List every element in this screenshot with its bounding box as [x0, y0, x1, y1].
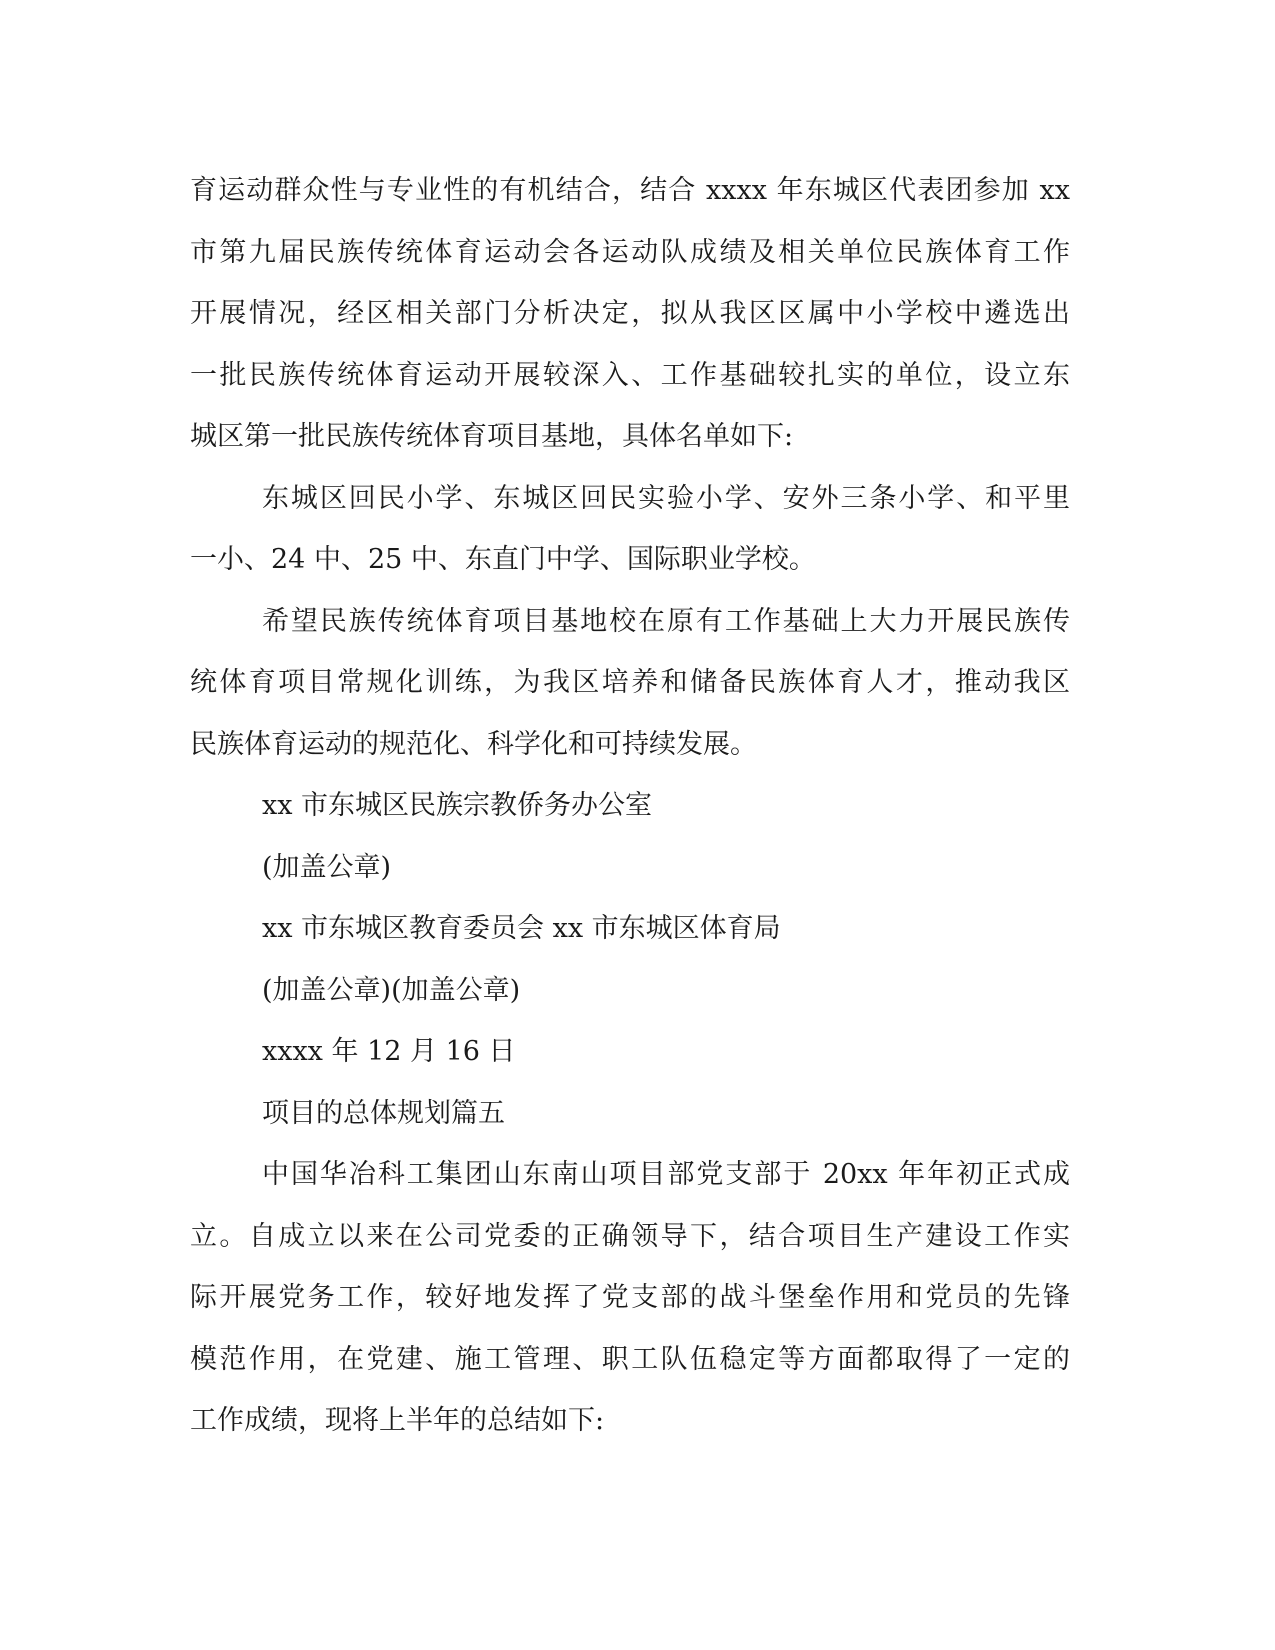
text-line: 民族体育运动的规范化、科学化和可持续发展。 — [190, 728, 757, 760]
text-line: 统体育项目常规化训练，为我区培养和储备民族体育人才，推动我区 — [190, 667, 1070, 698]
seal-note: (加盖公章) — [262, 851, 392, 883]
document-body — [190, 160, 1070, 1452]
text-line: 立。自成立以来在公司党委的正确领导下，结合项目生产建设工作实 — [190, 1220, 1070, 1252]
text-line: 中国华冶科工集团山东南山项目部党支部于 20xx 年年初正式成 — [262, 1159, 1070, 1190]
text-line: 际开展党务工作，较好地发挥了党支部的战斗堡垒作用和党员的先锋 — [190, 1282, 1070, 1313]
text-line: 育运动群众性与专业性的有机结合，结合 xxxx 年东城区代表团参加 xx — [190, 175, 1070, 206]
text-line: 城区第一批民族传统体育项目基地，具体名单如下: — [190, 421, 794, 452]
text-line: 开展情况，经区相关部门分析决定，拟从我区区属中小学校中遴选出 — [190, 298, 1070, 329]
text-line: 模范作用，在党建、施工管理、职工队伍稳定等方面都取得了一定的 — [190, 1343, 1070, 1375]
signature-org: xx 市东城区民族宗教侨务办公室 — [262, 790, 653, 821]
text-line: 市第九届民族传统体育运动会各运动队成绩及相关单位民族体育工作 — [190, 236, 1070, 268]
text-line: 一批民族传统体育运动开展较深入、工作基础较扎实的单位，设立东 — [190, 359, 1070, 391]
seal-note: (加盖公章)(加盖公章) — [262, 974, 521, 1006]
document-date: xxxx 年 12 月 16 日 — [262, 1036, 516, 1067]
signature-org: xx 市东城区教育委员会 xx 市东城区体育局 — [262, 913, 781, 944]
text-line: 一小、24 中、25 中、东直门中学、国际职业学校。 — [190, 544, 816, 575]
text-line: 工作成绩，现将上半年的总结如下: — [190, 1405, 605, 1436]
text-line: 东城区回民小学、东城区回民实验小学、安外三条小学、和平里 — [262, 482, 1070, 514]
section-heading: 项目的总体规划篇五 — [262, 1097, 505, 1129]
text-line: 希望民族传统体育项目基地校在原有工作基础上大力开展民族传 — [262, 605, 1070, 637]
